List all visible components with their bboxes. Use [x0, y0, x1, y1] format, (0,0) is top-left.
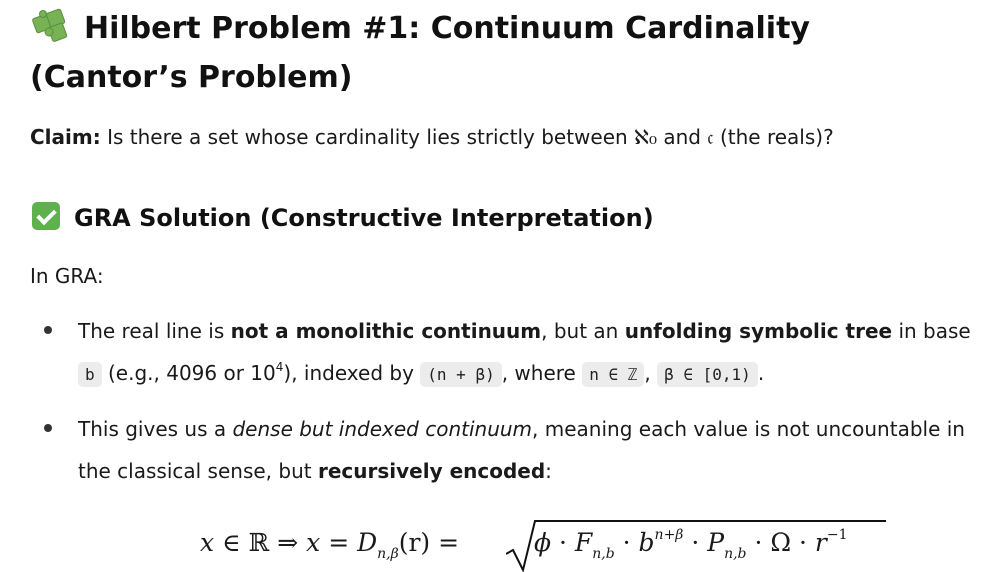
check-mark-button-icon: [32, 202, 60, 230]
math-dot: ·: [551, 528, 575, 557]
section-heading: [32, 199, 654, 237]
math-in: ∈: [214, 528, 249, 557]
math-reals: ℝ: [248, 528, 270, 557]
text-span: ,: [644, 361, 658, 385]
intro-text: In GRA:: [30, 264, 104, 288]
puzzle-icon: [30, 7, 70, 43]
inline-code-n-integer: n ∈ ℤ: [582, 362, 644, 387]
bold-text: recursively encoded: [317, 459, 546, 483]
math-subscript: n,β: [377, 546, 399, 562]
math-dot: ·: [614, 528, 639, 557]
math-subscript: n,b: [592, 546, 615, 562]
text-span: The real line is: [78, 319, 231, 343]
inline-code-beta-range: β ∈ [0,1): [657, 362, 758, 387]
section-heading-text: GRA Solution (Constructive Interpretation): [74, 204, 654, 232]
formula-lhs: [200, 528, 459, 562]
bold-text: not a monolithic continuum: [230, 319, 542, 343]
text-span: ), indexed by: [283, 361, 421, 385]
bold-text: unfolding symbolic tree: [624, 319, 893, 343]
math-equals: =: [430, 528, 460, 557]
math-r: r: [814, 528, 827, 557]
bullet-dot: [44, 424, 52, 432]
math-dot: ·: [683, 528, 708, 557]
math-superscript: −1: [826, 527, 848, 543]
math-d: D: [357, 528, 378, 557]
text-span: :: [545, 459, 552, 483]
math-x: x: [306, 528, 321, 557]
math-phi: ϕ: [534, 528, 552, 557]
inline-code-index: (n + β): [420, 362, 501, 387]
text-span: , where: [501, 361, 583, 385]
text-span: , but an: [541, 319, 625, 343]
page-title-text: Hilbert Problem #1: Continuum Cardinality (Cantor’s Problem): [30, 11, 810, 95]
text-span: in base: [892, 319, 971, 343]
claim-text-after: (the reals)?: [713, 125, 834, 149]
text-span: This gives us a: [78, 417, 233, 441]
text-span: (e.g., 4096 or 10: [101, 361, 276, 385]
claim-paragraph: [30, 121, 834, 153]
math-omega: Ω: [770, 528, 792, 557]
math-dot: ·: [791, 528, 815, 557]
claim-text-before: Is there a set whose cardinality lies strictly between: [100, 125, 635, 149]
math-superscript: n+β: [654, 527, 684, 543]
italic-text: dense but indexed continuum: [232, 417, 533, 441]
continuum-symbol: 𝔠: [707, 125, 714, 149]
math-dot: ·: [746, 528, 771, 557]
math-implies: ⇒: [269, 528, 307, 557]
inline-code-base: b: [78, 362, 102, 387]
claim-text-middle: and: [656, 125, 708, 149]
bullet-dot: [44, 326, 52, 334]
page-title: [30, 4, 970, 102]
formula-radicand: [534, 528, 848, 562]
text-span: , meaning each value is not uncountable in the classical sense, but: [78, 417, 965, 483]
math-x: x: [200, 528, 215, 557]
list-item: [0, 408, 988, 492]
display-formula: [200, 514, 880, 570]
bullet-list: [0, 310, 988, 492]
math-subscript: n,b: [724, 546, 747, 562]
aleph-null-symbol: ℵ₀: [634, 125, 657, 149]
math-f: F: [574, 528, 593, 557]
superscript: 4: [275, 360, 284, 374]
math-equals: =: [320, 528, 358, 557]
text-span: .: [757, 361, 765, 385]
math-argument: (r): [398, 528, 431, 557]
list-item: [0, 310, 988, 396]
math-p: P: [707, 528, 725, 557]
claim-label: Claim:: [30, 125, 101, 149]
math-b: b: [638, 528, 655, 557]
